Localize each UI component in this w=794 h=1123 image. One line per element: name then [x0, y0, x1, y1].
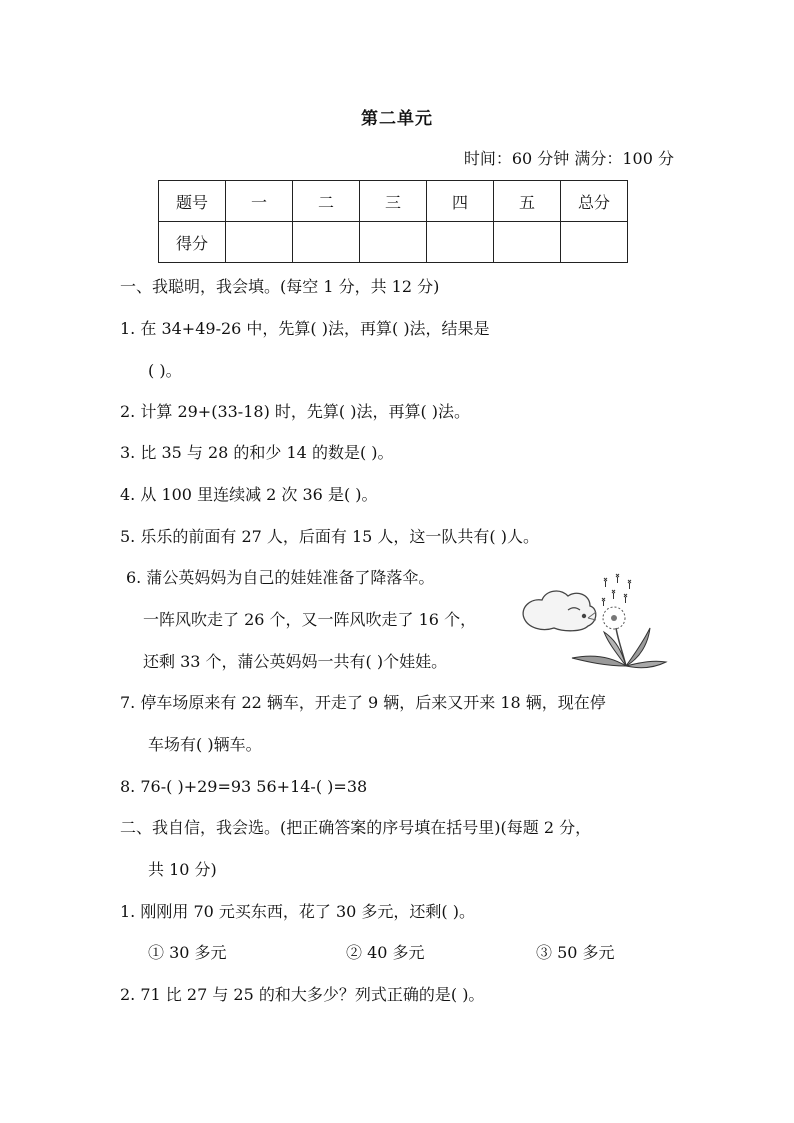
section2-heading-line-1: 二、我自信，我会选。(把正确答案的序号填在括号里)(每题 2 分，	[120, 818, 592, 837]
score-header-cell: 二	[293, 181, 360, 222]
score-header-cell: 题号	[159, 181, 226, 222]
page-title: 第二单元	[361, 109, 433, 129]
choice-option-1[interactable]: ① 30 多元	[148, 943, 227, 962]
score-header-cell: 三	[360, 181, 427, 222]
time-and-score-info: 时间：60 分钟 满分：100 分	[463, 149, 674, 168]
question-1-line-1: 1. 在 34+49-26 中，先算( )法，再算( )法，结果是	[120, 319, 490, 338]
score-table-score-row	[159, 222, 628, 263]
question-8: 8. 76-( )+29=93 56+14-( )=38	[120, 777, 368, 796]
question-6-line-2: 一阵风吹走了 26 个，又一阵风吹走了 16 个，	[143, 610, 477, 629]
question-6-line-1: 6. 蒲公英妈妈为自己的娃娃准备了降落伞。	[126, 568, 435, 587]
choice-option-2[interactable]: ② 40 多元	[346, 943, 425, 962]
score-cell-empty[interactable]	[293, 222, 360, 263]
question-7-line-2: 车场有( )辆车。	[148, 735, 262, 754]
score-header-cell: 四	[427, 181, 494, 222]
choice-question-1: 1. 刚刚用 70 元买东西，花了 30 多元，还剩( )。	[120, 902, 475, 921]
choice-option-3[interactable]: ③ 50 多元	[536, 943, 615, 962]
choice-question-2: 2. 71 比 27 与 25 的和大多少？列式正确的是( )。	[120, 985, 485, 1004]
score-cell-empty[interactable]	[427, 222, 494, 263]
question-4: 4. 从 100 里连续减 2 次 36 是( )。	[120, 485, 378, 504]
question-1-line-2: ( )。	[148, 361, 182, 380]
dandelion-wind-icon	[518, 570, 668, 672]
score-header-cell: 五	[494, 181, 561, 222]
question-5: 5. 乐乐的前面有 27 人，后面有 15 人，这一队共有( )人。	[120, 527, 539, 546]
section1-heading: 一、我聪明，我会填。(每空 1 分，共 12 分)	[120, 277, 440, 296]
score-table	[158, 180, 628, 263]
question-3: 3. 比 35 与 28 的和少 14 的数是( )。	[120, 443, 394, 462]
section2-heading-line-2: 共 10 分)	[148, 860, 217, 879]
score-row-label: 得分	[159, 222, 226, 263]
question-7-line-1: 7. 停车场原来有 22 辆车，开走了 9 辆，后来又开来 18 辆，现在停	[120, 693, 606, 712]
score-cell-empty[interactable]	[494, 222, 561, 263]
score-header-cell: 一	[226, 181, 293, 222]
score-cell-empty[interactable]	[561, 222, 628, 263]
score-cell-empty[interactable]	[360, 222, 427, 263]
score-header-cell: 总分	[561, 181, 628, 222]
question-2: 2. 计算 29+(33-18) 时，先算( )法，再算( )法。	[120, 402, 471, 421]
question-6-line-3: 还剩 33 个，蒲公英妈妈一共有( )个娃娃。	[143, 652, 448, 671]
score-table-header-row	[159, 181, 628, 222]
score-cell-empty[interactable]	[226, 222, 293, 263]
